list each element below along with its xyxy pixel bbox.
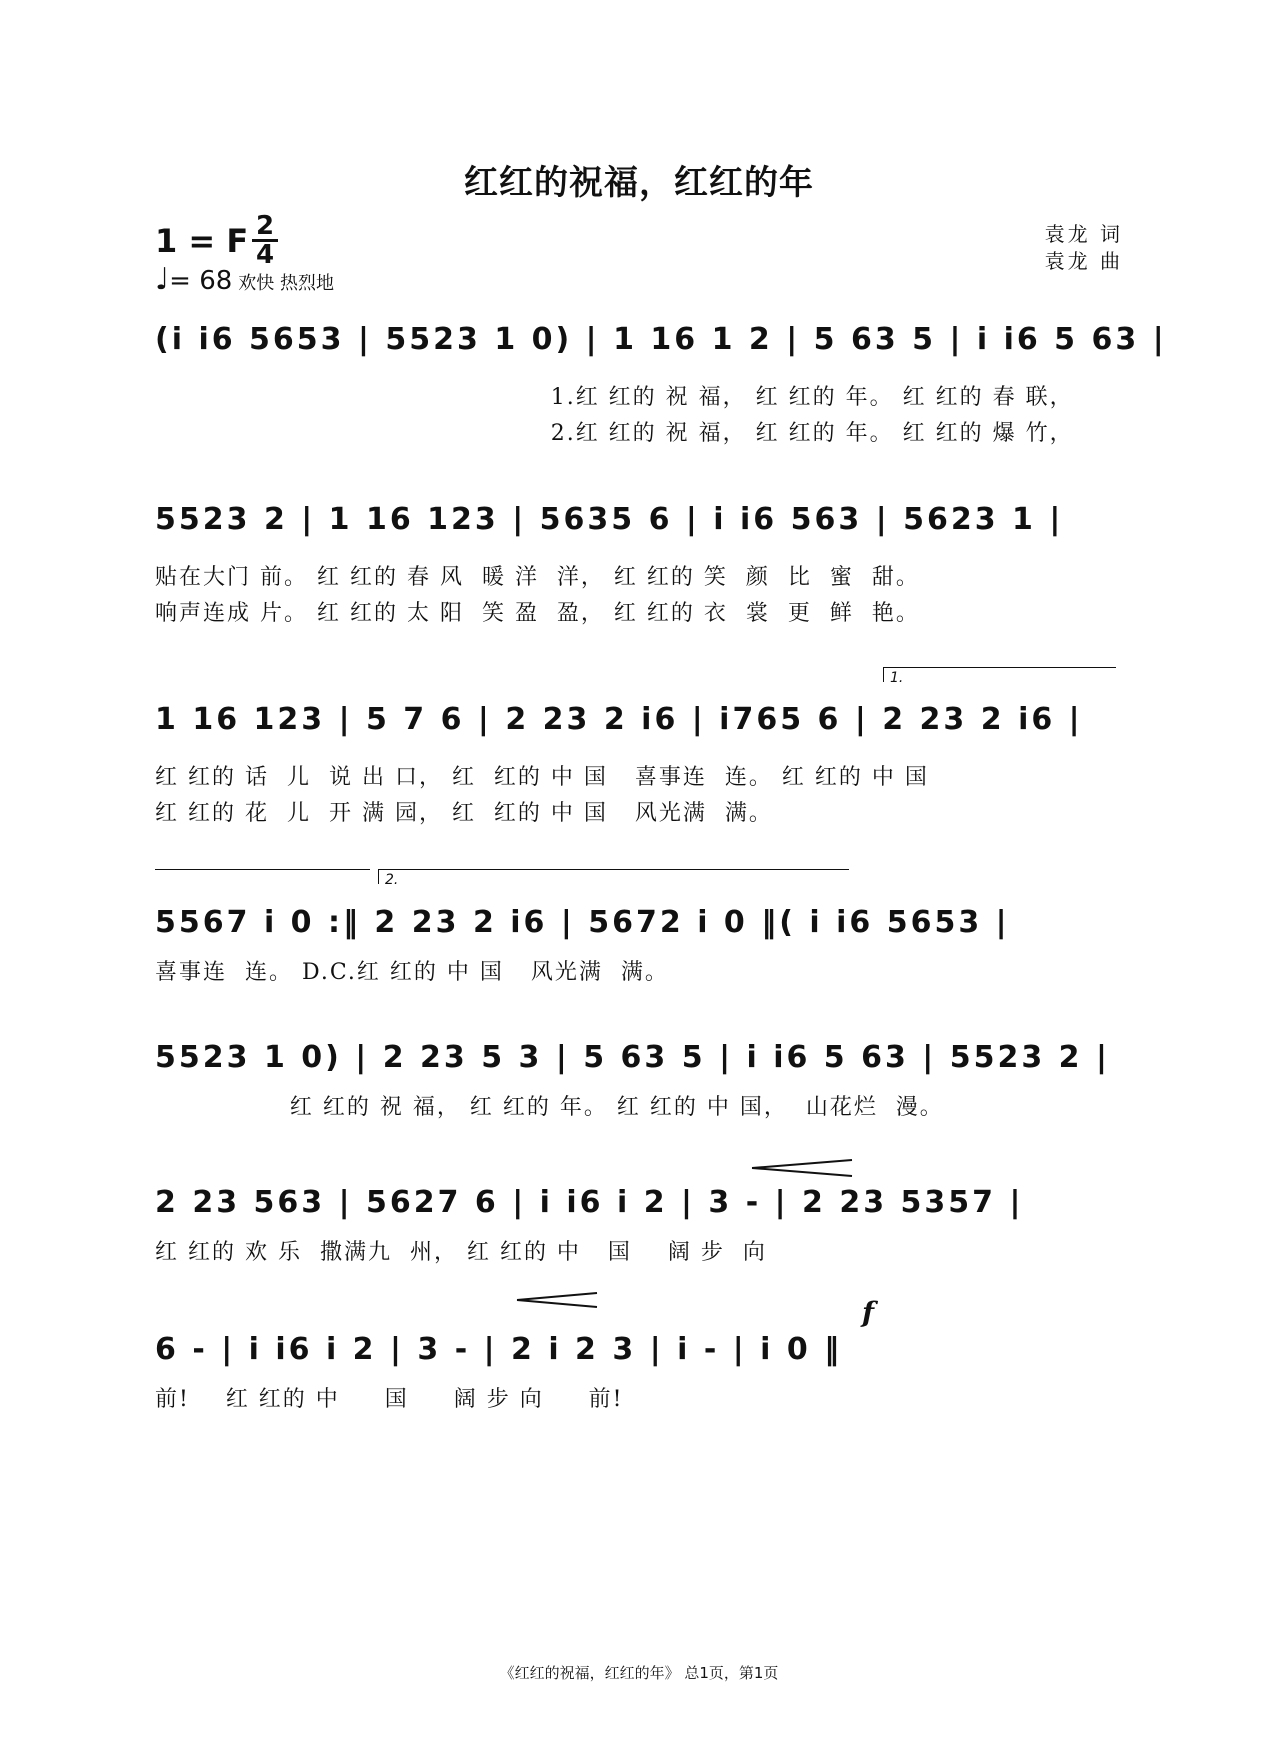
composer-credit: 袁龙 曲: [1044, 249, 1123, 273]
notation-line: 5523 2 | 1 16 123 | 5635 6 | i i6 563 | 5623 1 |: [155, 502, 1064, 537]
volta-label: 2.: [385, 872, 399, 888]
lyricist-credit: 袁龙 词: [1044, 222, 1123, 246]
key-signature: 1 = F: [155, 222, 249, 260]
lyric-line: 前! 红 红的 中 国 阔 步 向 前!: [155, 1387, 624, 1412]
crescendo-hairpin: [748, 1156, 858, 1180]
crescendo-hairpin: [513, 1290, 603, 1310]
song-title: 红红的祝福，红红的年: [464, 163, 814, 203]
volta-bracket-1: [883, 667, 1116, 686]
notation-line: (i i6 5653 | 5523 1 0) | 1 16 1 2 | 5 63 5 | i i6 5 63 |: [155, 322, 1167, 357]
notation-system-3: [155, 702, 1125, 762]
expression-text: 欢快 热烈地: [238, 273, 335, 294]
time-signature: [250, 211, 280, 270]
lyric-line: 红 红的 花 儿 开 满 园， 红 红的 中 国 风光满 满。: [155, 801, 773, 826]
lyric-line: 红 红的 话 儿 说 出 口， 红 红的 中 国 喜事连 连。 红 红的 中 国: [155, 765, 929, 790]
lyric-line: 1.红 红的 祝 福， 红 红的 年。 红 红的 春 联，: [155, 385, 1074, 410]
notation-line: 6 - | i i6 i 2 | 3 - | 2 i 2 3 | i - | i 0 ‖: [155, 1332, 843, 1367]
notation-line: 2 23 563 | 5627 6 | i i6 i 2 | 3 - | 2 23 5357 |: [155, 1185, 1024, 1220]
notation-line: 1 16 123 | 5 7 6 | 2 23 2 i6 | i765 6 | 2 23 2 i6 |: [155, 702, 1083, 737]
tempo-marking: [155, 262, 334, 297]
notation-system-2: [155, 502, 1125, 562]
page-footer: 《红红的祝福，红红的年》 总1页，第1页: [499, 1664, 779, 1682]
time-sig-top: 2: [255, 211, 275, 241]
notation-line: 5523 1 0) | 2 23 5 3 | 5 63 5 | i i6 5 63 | 5523 2 |: [155, 1040, 1110, 1075]
lyric-line: 红 红的 欢 乐 撒满九 州， 红 红的 中 国 阔 步 向: [155, 1240, 767, 1265]
lyric-line: 红 红的 祝 福， 红 红的 年。 红 红的 中 国， 山花烂 漫。: [155, 1095, 944, 1120]
volta-bracket-2: [378, 869, 849, 888]
notation-system-1: [155, 322, 1167, 382]
lyric-line: 喜事连 连。 D.C.红 红的 中 国 风光满 满。: [155, 960, 669, 985]
lyric-line: 2.红 红的 祝 福， 红 红的 年。 红 红的 爆 竹，: [155, 421, 1074, 446]
tempo-value: = 68: [169, 266, 233, 296]
volta-bracket-continuation: [155, 869, 370, 884]
time-sig-bottom: 4: [255, 240, 275, 270]
lyric-line: 响声连成 片。 红 红的 太 阳 笑 盈 盈， 红 红的 衣 裳 更 鲜 艳。: [155, 601, 920, 626]
dynamic-forte: f: [862, 1296, 875, 1329]
volta-label: 1.: [890, 670, 904, 686]
quarter-note-icon: ♩: [155, 262, 170, 297]
notation-line: 5567 i 0 :‖ 2 23 2 i6 | 5672 i 0 ‖( i i6 5653 |: [155, 905, 1010, 940]
lyric-line: 贴在大门 前。 红 红的 春 风 暖 洋 洋， 红 红的 笑 颜 比 蜜 甜。: [155, 565, 920, 590]
